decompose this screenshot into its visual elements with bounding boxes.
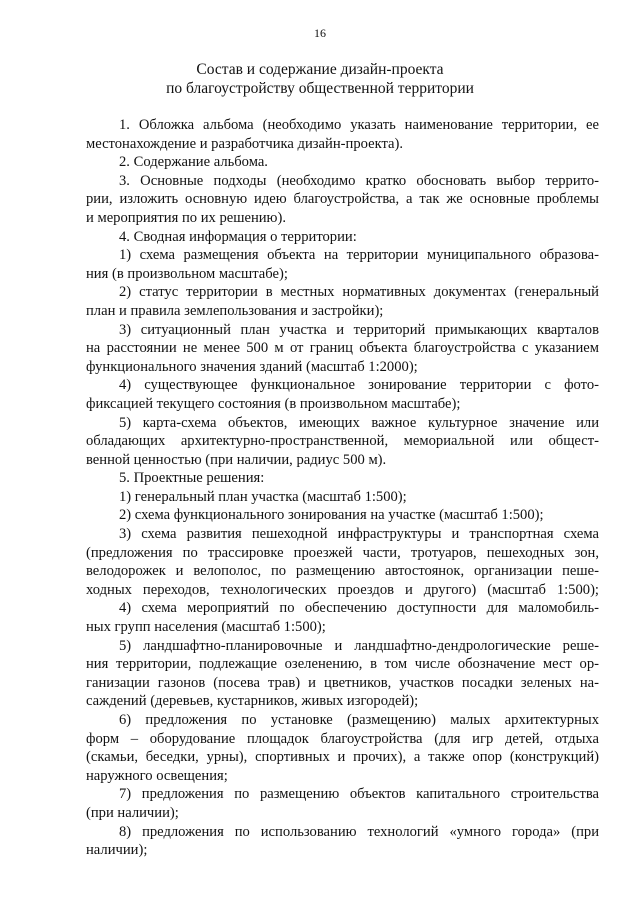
text-line: 4) схема мероприятий по обеспечению доступности для маломобиль-: [119, 600, 599, 617]
text-line: форм – оборудование площадок благоустройства (для игр детей, отдыха: [86, 730, 599, 747]
text-line: 7) предложения по размещению объектов капитального строительства: [119, 786, 599, 803]
text-line: 1) генеральный план участка (масштаб 1:500);: [119, 488, 407, 505]
text-line: наличии);: [86, 842, 148, 859]
text-line: наружного освещения;: [86, 767, 228, 784]
text-line: (предложения по трассировке проезжей части, тротуаров, пешеходных зон,: [86, 544, 599, 561]
text-line: 2) схема функционального зонирования на участке (масштаб 1:500);: [119, 507, 544, 524]
page-number: 16: [314, 26, 326, 40]
text-line: 5) ландшафтно-планировочные и ландшафтно-дендрологические реше-: [119, 637, 599, 654]
text-line: ния территории, подлежащие озеленению, в том числе обозначение мест ор-: [86, 656, 599, 673]
text-line: ганизации газонов (посева трав) и цветников, участков посадки зеленых на-: [86, 674, 599, 691]
text-line: ных групп населения (масштаб 1:500);: [86, 619, 326, 636]
document-body: [86, 116, 599, 860]
text-line: 4) существующее функциональное зонирование территории с фото-: [119, 377, 599, 394]
text-line: обладающих архитектурно-пространственной, мемориальной или общест-: [86, 433, 599, 450]
text-line: 8) предложения по использованию технологий «умного города» (при: [119, 823, 599, 840]
text-line: 1. Обложка альбома (необходимо указать наименование территории, ее: [119, 117, 599, 133]
text-line: венной ценностью (при наличии, радиус 500 м).: [86, 451, 387, 468]
text-line: фиксацией текущего состояния (в произвольном масштабе);: [86, 395, 461, 412]
text-line: план и правила землепользования и застройки);: [86, 302, 384, 319]
text-line: 1) схема размещения объекта на территории муниципального образова-: [119, 247, 599, 264]
text-line: 4. Сводная информация о территории:: [119, 228, 357, 245]
document-title: [60, 60, 580, 98]
text-line: функционального значения зданий (масштаб 1:2000);: [86, 358, 418, 375]
text-line: местонахождение и разработчика дизайн-проекта).: [86, 135, 404, 152]
text-line: 6) предложения по установке (размещению) малых архитектурных: [119, 712, 599, 728]
text-line: 5) карта-схема объектов, имеющих важное культурное значение или: [119, 414, 599, 431]
text-line: ния (в произвольном масштабе);: [86, 265, 288, 282]
text-line: рии, изложить основную идею благоустройства, а так же основные проблемы: [86, 191, 599, 208]
text-line: и мероприятия по их решению).: [86, 209, 286, 226]
text-line: саждений (деревьев, кустарников, живых изгородей);: [86, 693, 419, 710]
text-line: 2) статус территории в местных нормативных документах (генеральный: [119, 284, 599, 301]
text-line: 3) схема развития пешеходной инфраструктуры и транспортная схема: [119, 526, 599, 543]
text-line: 2. Содержание альбома.: [119, 154, 268, 171]
title-line: Состав и содержание дизайн-проекта: [196, 61, 444, 78]
text-line: (скамьи, беседки, урны), спортивных и прочих), а также опор (конструкций): [86, 749, 599, 766]
text-line: на расстоянии не менее 500 м от границ объекта благоустройства с указанием: [86, 340, 599, 357]
text-line: ходных переходов, технологических проездов и другого) (масштаб 1:500);: [86, 581, 599, 598]
text-line: велодорожек и велополос, по размещению автостоянок, организации пеше-: [86, 563, 599, 580]
text-line: (при наличии);: [86, 804, 179, 821]
title-line: по благоустройству общественной территории: [166, 80, 474, 97]
text-line: 3. Основные подходы (необходимо кратко обосновать выбор террито-: [119, 172, 599, 189]
text-line: 5. Проектные решения:: [119, 470, 265, 487]
text-line: 3) ситуационный план участка и территорий примыкающих кварталов: [119, 321, 599, 338]
